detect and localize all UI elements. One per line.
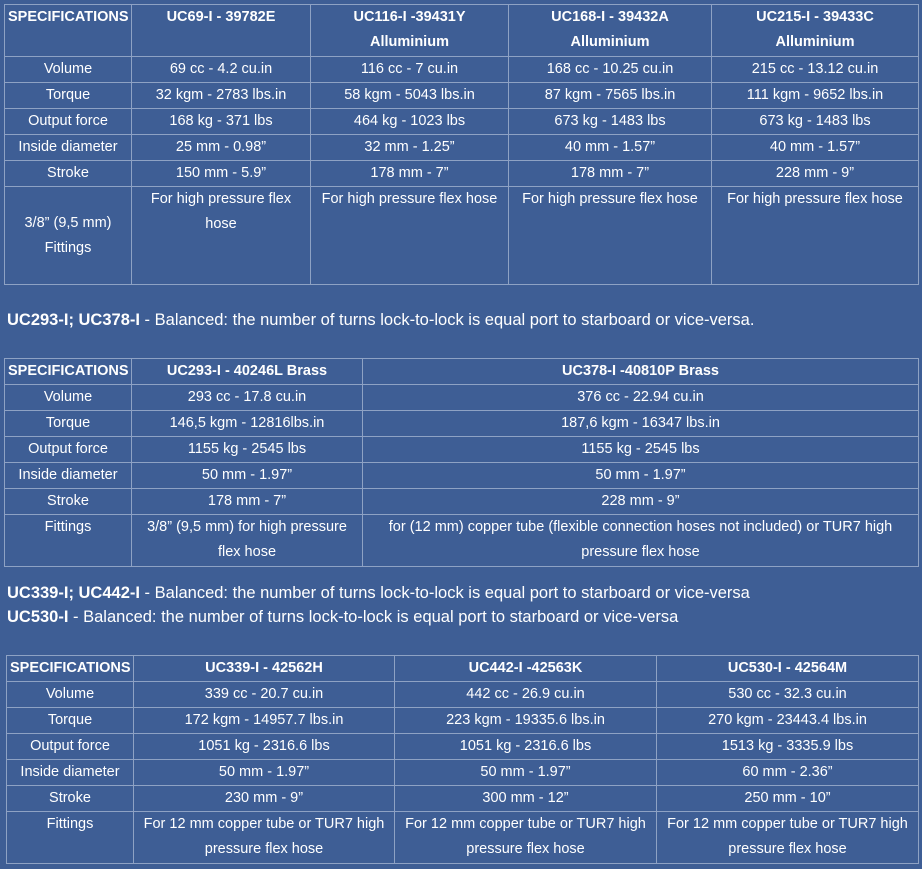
table-row: [5, 83, 919, 109]
row-label: Stroke: [5, 489, 132, 515]
row-label: Torque: [5, 411, 132, 437]
table-cell: 223 kgm - 19335.6 lbs.in: [395, 708, 657, 734]
table-row: [7, 812, 919, 864]
row-label: Fittings: [5, 515, 132, 567]
table-cell: 230 mm - 9”: [134, 786, 395, 812]
table-cell: 1155 kg - 2545 lbs: [132, 437, 363, 463]
row-label: Torque: [5, 83, 132, 109]
table-cell: 1051 kg - 2316.6 lbs: [395, 734, 657, 760]
table-cell: 32 mm - 1.25”: [311, 135, 509, 161]
spec-table-uc293-uc378: [4, 358, 919, 567]
table-row: [5, 411, 919, 437]
table-cell: 178 mm - 7”: [311, 161, 509, 187]
table-cell: 187,6 kgm - 16347 lbs.in: [363, 411, 919, 437]
table-cell: 111 kgm - 9652 lbs.in: [712, 83, 919, 109]
table-cell: 32 kgm - 2783 lbs.in: [132, 83, 311, 109]
table-cell: 40 mm - 1.57”: [712, 135, 919, 161]
table-cell: 50 mm - 1.97”: [132, 463, 363, 489]
model-header: UC339-I - 42562H: [134, 656, 395, 682]
model-header: UC293-I - 40246L Brass: [132, 359, 363, 385]
table-cell: 3/8” (9,5 mm) for high pressure flex hose: [132, 515, 363, 567]
row-label: Volume: [5, 57, 132, 83]
spec-table-uc339-uc530: [6, 655, 919, 864]
table-cell: 69 cc - 4.2 cu.in: [132, 57, 311, 83]
table-row: [5, 437, 919, 463]
row-label: Volume: [7, 682, 134, 708]
table-cell: 116 cc - 7 cu.in: [311, 57, 509, 83]
table-cell: For 12 mm copper tube or TUR7 high pressure flex hose: [395, 812, 657, 864]
row-label: Output force: [7, 734, 134, 760]
table-cell: For high pressure flex hose: [311, 187, 509, 285]
table-row: [7, 786, 919, 812]
table-cell: 150 mm - 5.9”: [132, 161, 311, 187]
model-header: UC116-I -39431Y Alluminium: [311, 5, 509, 57]
table-cell: 215 cc - 13.12 cu.in: [712, 57, 919, 83]
row-label: Stroke: [5, 161, 132, 187]
table-row: [5, 57, 919, 83]
table-header-row: [5, 5, 919, 57]
table-cell: 339 cc - 20.7 cu.in: [134, 682, 395, 708]
table-cell: For high pressure flex hose: [712, 187, 919, 285]
table-cell: 270 kgm - 23443.4 lbs.in: [657, 708, 919, 734]
table-row: [5, 463, 919, 489]
table-cell: 178 mm - 7”: [509, 161, 712, 187]
table-cell: 228 mm - 9”: [363, 489, 919, 515]
table-header-row: [5, 359, 919, 385]
row-label: Fittings: [7, 812, 134, 864]
table-cell: 25 mm - 0.98”: [132, 135, 311, 161]
table-cell: 146,5 kgm - 12816lbs.in: [132, 411, 363, 437]
row-label: Inside diameter: [5, 135, 132, 161]
table-cell: 300 mm - 12”: [395, 786, 657, 812]
table-cell: 464 kg - 1023 lbs: [311, 109, 509, 135]
table-cell: For 12 mm copper tube or TUR7 high pressure flex hose: [657, 812, 919, 864]
table-cell: For high pressure flex hose: [132, 187, 311, 285]
spec-table-uc69-uc215: [4, 4, 919, 285]
row-label: Torque: [7, 708, 134, 734]
model-header: UC378-I -40810P Brass: [363, 359, 919, 385]
model-header: UC442-I -42563K: [395, 656, 657, 682]
model-header: UC215-I - 39433C Alluminium: [712, 5, 919, 57]
table-row: [7, 734, 919, 760]
table-cell: 168 kg - 371 lbs: [132, 109, 311, 135]
table-row: [5, 109, 919, 135]
table-row: [5, 187, 919, 285]
table-cell: 442 cc - 26.9 cu.in: [395, 682, 657, 708]
spec-label: SPECIFICATIONS: [7, 656, 134, 682]
table-cell: 178 mm - 7”: [132, 489, 363, 515]
table-row: [5, 515, 919, 567]
row-label: Inside diameter: [5, 463, 132, 489]
table-cell: 58 kgm - 5043 lbs.in: [311, 83, 509, 109]
table-cell: 172 kgm - 14957.7 lbs.in: [134, 708, 395, 734]
table-cell: For high pressure flex hose: [509, 187, 712, 285]
model-header: UC530-I - 42564M: [657, 656, 919, 682]
table-row: [5, 385, 919, 411]
table-cell: 50 mm - 1.97”: [134, 760, 395, 786]
table-cell: 1051 kg - 2316.6 lbs: [134, 734, 395, 760]
row-label: 3/8” (9,5 mm) Fittings: [5, 187, 132, 285]
table-cell: 50 mm - 1.97”: [395, 760, 657, 786]
table-row: [7, 708, 919, 734]
table-cell: 1513 kg - 3335.9 lbs: [657, 734, 919, 760]
table-cell: 87 kgm - 7565 lbs.in: [509, 83, 712, 109]
table-cell: 50 mm - 1.97”: [363, 463, 919, 489]
model-header: UC168-I - 39432A Alluminium: [509, 5, 712, 57]
table-cell: 60 mm - 2.36”: [657, 760, 919, 786]
table-row: [5, 489, 919, 515]
table-cell: 40 mm - 1.57”: [509, 135, 712, 161]
model-header: UC69-I - 39782E: [132, 5, 311, 57]
table-cell: 376 cc - 22.94 cu.in: [363, 385, 919, 411]
table-cell: 250 mm - 10”: [657, 786, 919, 812]
row-label: Output force: [5, 437, 132, 463]
table-cell: 228 mm - 9”: [712, 161, 919, 187]
section-heading-uc339-uc442: UC339-I; UC442-I - Balanced: the number of turns lock-to-lock is equal port to starboard or vice-versa: [7, 584, 750, 602]
row-label: Inside diameter: [7, 760, 134, 786]
row-label: Stroke: [7, 786, 134, 812]
table-cell: 673 kg - 1483 lbs: [509, 109, 712, 135]
table-cell: 293 cc - 17.8 cu.in: [132, 385, 363, 411]
table-cell: 530 cc - 32.3 cu.in: [657, 682, 919, 708]
spec-label: SPECIFICATIONS: [5, 5, 132, 57]
spec-label: SPECIFICATIONS: [5, 359, 132, 385]
section-heading-uc530: UC530-I - Balanced: the number of turns lock-to-lock is equal port to starboard or vice-versa: [7, 608, 679, 626]
table-cell: for (12 mm) copper tube (flexible connection hoses not included) or TUR7 high pressure flex hose: [363, 515, 919, 567]
table-row: [7, 682, 919, 708]
table-cell: 168 cc - 10.25 cu.in: [509, 57, 712, 83]
table-cell: For 12 mm copper tube or TUR7 high pressure flex hose: [134, 812, 395, 864]
row-label: Volume: [5, 385, 132, 411]
table-cell: 1155 kg - 2545 lbs: [363, 437, 919, 463]
table-row: [5, 135, 919, 161]
table-cell: 673 kg - 1483 lbs: [712, 109, 919, 135]
table-row: [5, 161, 919, 187]
table-header-row: [7, 656, 919, 682]
row-label: Output force: [5, 109, 132, 135]
section-heading-uc293-uc378: UC293-I; UC378-I - Balanced: the number of turns lock-to-lock is equal port to starboard or vice-versa.: [7, 311, 755, 329]
table-row: [7, 760, 919, 786]
